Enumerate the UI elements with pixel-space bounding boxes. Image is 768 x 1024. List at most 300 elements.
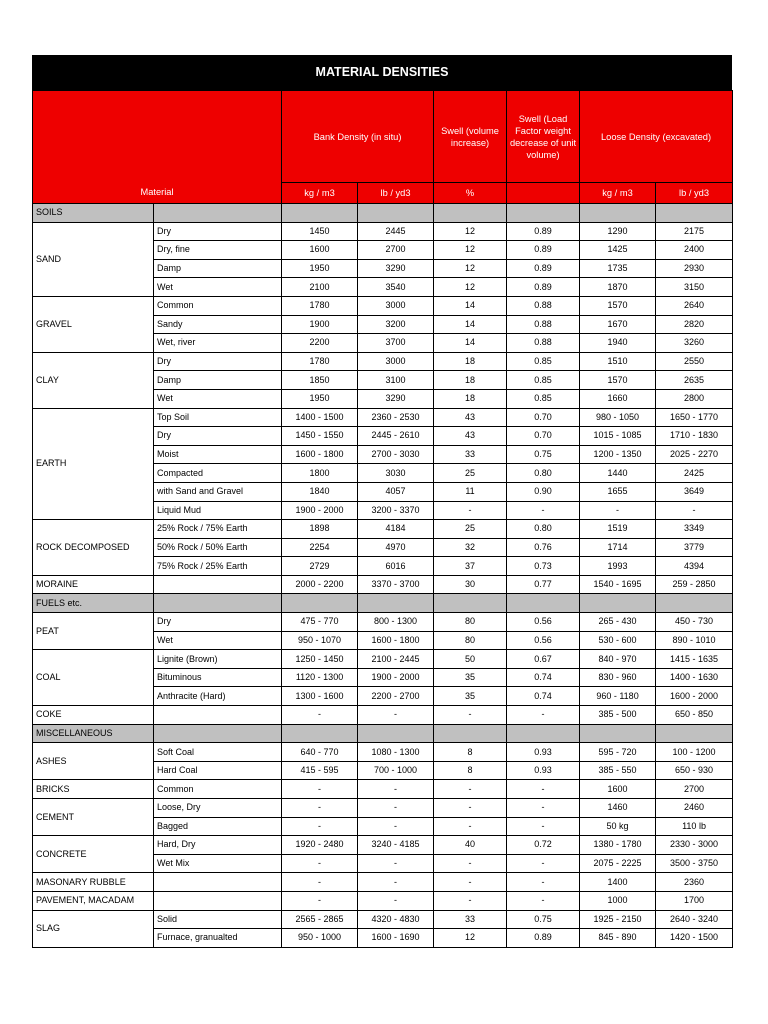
value-cell: -	[507, 854, 580, 873]
value-cell: 1710 - 1830	[656, 427, 733, 446]
value-cell: 1670	[580, 315, 656, 334]
value-cell: 1898	[282, 520, 358, 539]
section-filler-cell	[154, 724, 282, 743]
value-cell: 0.56	[507, 613, 580, 632]
value-cell: 12	[434, 259, 507, 278]
value-cell: -	[507, 706, 580, 725]
value-cell: 1920 - 2480	[282, 836, 358, 855]
value-cell: 4057	[358, 482, 434, 501]
value-cell: 650 - 850	[656, 706, 733, 725]
value-cell: 1510	[580, 352, 656, 371]
variety-cell: Hard, Dry	[154, 836, 282, 855]
value-cell: -	[358, 854, 434, 873]
value-cell: 1600 - 2000	[656, 687, 733, 706]
value-cell: 35	[434, 668, 507, 687]
value-cell: 595 - 720	[580, 743, 656, 762]
unit-loose-lb: lb / yd3	[656, 183, 733, 204]
material-name-cell: CLAY	[33, 352, 154, 408]
value-cell: 50	[434, 650, 507, 669]
header-loose-density: Loose Density (excavated)	[580, 91, 733, 183]
section-filler-cell	[282, 594, 358, 613]
value-cell: 1400 - 1500	[282, 408, 358, 427]
value-cell: 890 - 1010	[656, 631, 733, 650]
value-cell: 2445	[358, 222, 434, 241]
value-cell: -	[434, 817, 507, 836]
section-filler-cell	[656, 204, 733, 223]
section-row	[33, 724, 733, 743]
value-cell: 2100 - 2445	[358, 650, 434, 669]
value-cell: 30	[434, 575, 507, 594]
variety-cell: Soft Coal	[154, 743, 282, 762]
value-cell: 1900	[282, 315, 358, 334]
variety-cell: Damp	[154, 371, 282, 390]
value-cell: 2445 - 2610	[358, 427, 434, 446]
variety-cell: Common	[154, 780, 282, 799]
value-cell: 2100	[282, 278, 358, 297]
value-cell: 12	[434, 278, 507, 297]
value-cell: 2700 - 3030	[358, 445, 434, 464]
value-cell: -	[507, 780, 580, 799]
table-row	[33, 408, 733, 427]
variety-cell: Common	[154, 296, 282, 315]
value-cell: 1655	[580, 482, 656, 501]
value-cell: 840 - 970	[580, 650, 656, 669]
value-cell: 3290	[358, 389, 434, 408]
section-filler-cell	[358, 724, 434, 743]
header-material: Material	[33, 91, 282, 204]
material-name-cell: ROCK DECOMPOSED	[33, 520, 154, 576]
value-cell: 80	[434, 613, 507, 632]
value-cell: 1540 - 1695	[580, 575, 656, 594]
variety-cell: Solid	[154, 910, 282, 929]
table-row	[33, 910, 733, 929]
value-cell: 33	[434, 445, 507, 464]
value-cell: 0.70	[507, 408, 580, 427]
section-filler-cell	[282, 204, 358, 223]
value-cell: 1780	[282, 352, 358, 371]
value-cell: 110 lb	[656, 817, 733, 836]
value-cell: -	[358, 799, 434, 818]
value-cell: 0.85	[507, 371, 580, 390]
value-cell: 1650 - 1770	[656, 408, 733, 427]
section-row	[33, 204, 733, 223]
value-cell: 3349	[656, 520, 733, 539]
value-cell: 1600	[282, 241, 358, 260]
value-cell: 2635	[656, 371, 733, 390]
section-filler-cell	[358, 594, 434, 613]
value-cell: 3240 - 4185	[358, 836, 434, 855]
value-cell: 25	[434, 520, 507, 539]
value-cell: 650 - 930	[656, 761, 733, 780]
value-cell: 14	[434, 334, 507, 353]
variety-cell: Compacted	[154, 464, 282, 483]
value-cell: 3260	[656, 334, 733, 353]
table-row	[33, 650, 733, 669]
value-cell: 11	[434, 482, 507, 501]
value-cell: -	[507, 873, 580, 892]
header-swell-volume: Swell (volume increase)	[434, 91, 507, 183]
value-cell: 2565 - 2865	[282, 910, 358, 929]
material-name-cell: BRICKS	[33, 780, 154, 799]
unit-loose-kg: kg / m3	[580, 183, 656, 204]
value-cell: 3700	[358, 334, 434, 353]
value-cell: 4394	[656, 557, 733, 576]
section-filler-cell	[580, 724, 656, 743]
value-cell: 385 - 500	[580, 706, 656, 725]
unit-swell-pct: %	[434, 183, 507, 204]
value-cell: -	[358, 706, 434, 725]
value-cell: 475 - 770	[282, 613, 358, 632]
material-name-cell: SLAG	[33, 910, 154, 947]
value-cell: 2700	[656, 780, 733, 799]
value-cell: 8	[434, 743, 507, 762]
value-cell: 1250 - 1450	[282, 650, 358, 669]
value-cell: 0.76	[507, 538, 580, 557]
value-cell: 18	[434, 352, 507, 371]
value-cell: 0.74	[507, 668, 580, 687]
variety-cell: Dry	[154, 352, 282, 371]
variety-cell: Lignite (Brown)	[154, 650, 282, 669]
value-cell: 1000	[580, 891, 656, 910]
value-cell: 2729	[282, 557, 358, 576]
value-cell: 960 - 1180	[580, 687, 656, 706]
value-cell: 1900 - 2000	[358, 668, 434, 687]
value-cell: -	[507, 817, 580, 836]
table-row	[33, 222, 733, 241]
header-swell-load: Swell (Load Factor weight decrease of unit volume)	[507, 91, 580, 183]
value-cell: -	[358, 873, 434, 892]
value-cell: 2930	[656, 259, 733, 278]
value-cell: 1993	[580, 557, 656, 576]
value-cell: 0.89	[507, 929, 580, 948]
value-cell: 2360	[656, 873, 733, 892]
section-filler-cell	[580, 594, 656, 613]
value-cell: 845 - 890	[580, 929, 656, 948]
value-cell: 2075 - 2225	[580, 854, 656, 873]
value-cell: 950 - 1070	[282, 631, 358, 650]
value-cell: 0.89	[507, 241, 580, 260]
value-cell: 1570	[580, 296, 656, 315]
variety-cell: 75% Rock / 25% Earth	[154, 557, 282, 576]
section-filler-cell	[282, 724, 358, 743]
value-cell: 1735	[580, 259, 656, 278]
value-cell: 1380 - 1780	[580, 836, 656, 855]
value-cell: 3500 - 3750	[656, 854, 733, 873]
value-cell: 1015 - 1085	[580, 427, 656, 446]
value-cell: -	[434, 873, 507, 892]
value-cell: 8	[434, 761, 507, 780]
value-cell: 3100	[358, 371, 434, 390]
variety-cell: Bituminous	[154, 668, 282, 687]
density-sheet	[32, 55, 732, 948]
variety-cell: Loose, Dry	[154, 799, 282, 818]
value-cell: 1780	[282, 296, 358, 315]
value-cell: 1460	[580, 799, 656, 818]
value-cell: -	[434, 501, 507, 520]
table-row	[33, 706, 733, 725]
value-cell: -	[434, 891, 507, 910]
variety-cell	[154, 873, 282, 892]
value-cell: 1925 - 2150	[580, 910, 656, 929]
value-cell: 1600	[580, 780, 656, 799]
value-cell: 950 - 1000	[282, 929, 358, 948]
value-cell: 0.93	[507, 743, 580, 762]
value-cell: 1900 - 2000	[282, 501, 358, 520]
value-cell: 0.89	[507, 259, 580, 278]
value-cell: -	[282, 891, 358, 910]
value-cell: 12	[434, 241, 507, 260]
value-cell: 3290	[358, 259, 434, 278]
value-cell: 640 - 770	[282, 743, 358, 762]
section-filler-cell	[507, 204, 580, 223]
value-cell: 3030	[358, 464, 434, 483]
value-cell: 40	[434, 836, 507, 855]
value-cell: 0.89	[507, 222, 580, 241]
value-cell: 1120 - 1300	[282, 668, 358, 687]
value-cell: 1300 - 1600	[282, 687, 358, 706]
section-label: SOILS	[33, 204, 154, 223]
value-cell: 1425	[580, 241, 656, 260]
value-cell: 0.80	[507, 464, 580, 483]
variety-cell: Dry	[154, 613, 282, 632]
value-cell: 1415 - 1635	[656, 650, 733, 669]
value-cell: 32	[434, 538, 507, 557]
material-name-cell: GRAVEL	[33, 296, 154, 352]
value-cell: 3540	[358, 278, 434, 297]
value-cell: 2820	[656, 315, 733, 334]
density-table	[32, 90, 733, 948]
material-name-cell: CONCRETE	[33, 836, 154, 873]
section-filler-cell	[434, 204, 507, 223]
value-cell: 3649	[656, 482, 733, 501]
value-cell: 14	[434, 296, 507, 315]
table-row	[33, 575, 733, 594]
section-filler-cell	[656, 724, 733, 743]
variety-cell: Top Soil	[154, 408, 282, 427]
section-filler-cell	[580, 204, 656, 223]
value-cell: 2640 - 3240	[656, 910, 733, 929]
value-cell: 1080 - 1300	[358, 743, 434, 762]
value-cell: 1660	[580, 389, 656, 408]
value-cell: 1950	[282, 389, 358, 408]
value-cell: 12	[434, 222, 507, 241]
value-cell: 800 - 1300	[358, 613, 434, 632]
value-cell: 1800	[282, 464, 358, 483]
section-filler-cell	[656, 594, 733, 613]
value-cell: 1450	[282, 222, 358, 241]
section-filler-cell	[434, 724, 507, 743]
section-filler-cell	[507, 724, 580, 743]
value-cell: 0.85	[507, 352, 580, 371]
value-cell: 6016	[358, 557, 434, 576]
variety-cell	[154, 706, 282, 725]
variety-cell: Wet Mix	[154, 854, 282, 873]
variety-cell: Wet	[154, 389, 282, 408]
value-cell: 35	[434, 687, 507, 706]
value-cell: 3200	[358, 315, 434, 334]
value-cell: 1950	[282, 259, 358, 278]
value-cell: -	[282, 706, 358, 725]
value-cell: 1400	[580, 873, 656, 892]
header-row	[33, 91, 733, 183]
value-cell: 3000	[358, 352, 434, 371]
value-cell: 2000 - 2200	[282, 575, 358, 594]
value-cell: 2175	[656, 222, 733, 241]
section-filler-cell	[358, 204, 434, 223]
material-name-cell: PEAT	[33, 613, 154, 650]
material-name-cell: ASHES	[33, 743, 154, 780]
value-cell: 0.88	[507, 315, 580, 334]
section-filler-cell	[154, 204, 282, 223]
value-cell: 700 - 1000	[358, 761, 434, 780]
value-cell: 2200 - 2700	[358, 687, 434, 706]
table-row	[33, 799, 733, 818]
value-cell: 1290	[580, 222, 656, 241]
table-row	[33, 743, 733, 762]
value-cell: 259 - 2850	[656, 575, 733, 594]
value-cell: 1519	[580, 520, 656, 539]
value-cell: 2330 - 3000	[656, 836, 733, 855]
value-cell: 0.56	[507, 631, 580, 650]
value-cell: 1440	[580, 464, 656, 483]
value-cell: 0.90	[507, 482, 580, 501]
value-cell: 1600 - 1800	[358, 631, 434, 650]
variety-cell: Liquid Mud	[154, 501, 282, 520]
value-cell: -	[358, 891, 434, 910]
variety-cell: Sandy	[154, 315, 282, 334]
material-name-cell: PAVEMENT, MACADAM	[33, 891, 154, 910]
value-cell: 0.72	[507, 836, 580, 855]
table-body	[33, 91, 733, 948]
value-cell: 2550	[656, 352, 733, 371]
material-name-cell: MORAINE	[33, 575, 154, 594]
value-cell: 0.75	[507, 910, 580, 929]
value-cell: 14	[434, 315, 507, 334]
value-cell: 830 - 960	[580, 668, 656, 687]
material-name-cell: COAL	[33, 650, 154, 706]
value-cell: -	[282, 854, 358, 873]
value-cell: -	[282, 873, 358, 892]
value-cell: 0.88	[507, 296, 580, 315]
variety-cell: with Sand and Gravel	[154, 482, 282, 501]
value-cell: 2200	[282, 334, 358, 353]
value-cell: -	[434, 854, 507, 873]
table-row	[33, 873, 733, 892]
material-name-cell: COKE	[33, 706, 154, 725]
header-bank-density: Bank Density (in situ)	[282, 91, 434, 183]
table-row	[33, 296, 733, 315]
value-cell: -	[434, 780, 507, 799]
unit-swell-load	[507, 183, 580, 204]
value-cell: 0.75	[507, 445, 580, 464]
value-cell: 2640	[656, 296, 733, 315]
value-cell: 2460	[656, 799, 733, 818]
material-name-cell: MASONARY RUBBLE	[33, 873, 154, 892]
value-cell: 1840	[282, 482, 358, 501]
value-cell: 1600 - 1690	[358, 929, 434, 948]
variety-cell	[154, 575, 282, 594]
value-cell: 1850	[282, 371, 358, 390]
value-cell: 43	[434, 408, 507, 427]
value-cell: 0.73	[507, 557, 580, 576]
value-cell: 1940	[580, 334, 656, 353]
section-filler-cell	[507, 594, 580, 613]
value-cell: 1714	[580, 538, 656, 557]
value-cell: 43	[434, 427, 507, 446]
value-cell: 530 - 600	[580, 631, 656, 650]
value-cell: -	[434, 706, 507, 725]
unit-bank-lb: lb / yd3	[358, 183, 434, 204]
value-cell: 1420 - 1500	[656, 929, 733, 948]
value-cell: 33	[434, 910, 507, 929]
value-cell: 1870	[580, 278, 656, 297]
value-cell: 2800	[656, 389, 733, 408]
section-label: MISCELLANEOUS	[33, 724, 154, 743]
material-name-cell: CEMENT	[33, 799, 154, 836]
value-cell: 25	[434, 464, 507, 483]
table-row	[33, 780, 733, 799]
value-cell: 0.93	[507, 761, 580, 780]
value-cell: -	[434, 799, 507, 818]
value-cell: 3150	[656, 278, 733, 297]
variety-cell: Dry, fine	[154, 241, 282, 260]
unit-bank-kg: kg / m3	[282, 183, 358, 204]
table-row	[33, 613, 733, 632]
table-row	[33, 836, 733, 855]
value-cell: -	[358, 780, 434, 799]
variety-cell: Hard Coal	[154, 761, 282, 780]
variety-cell: Wet	[154, 278, 282, 297]
table-row	[33, 520, 733, 539]
value-cell: 4184	[358, 520, 434, 539]
value-cell: 1700	[656, 891, 733, 910]
value-cell: 2400	[656, 241, 733, 260]
value-cell: 450 - 730	[656, 613, 733, 632]
variety-cell: 25% Rock / 75% Earth	[154, 520, 282, 539]
value-cell: -	[507, 501, 580, 520]
value-cell: 2025 - 2270	[656, 445, 733, 464]
value-cell: 385 - 550	[580, 761, 656, 780]
section-label: FUELS etc.	[33, 594, 154, 613]
variety-cell: Bagged	[154, 817, 282, 836]
value-cell: 3200 - 3370	[358, 501, 434, 520]
variety-cell: Dry	[154, 222, 282, 241]
variety-cell: Moist	[154, 445, 282, 464]
table-row	[33, 891, 733, 910]
value-cell: 1200 - 1350	[580, 445, 656, 464]
value-cell: 4970	[358, 538, 434, 557]
variety-cell: Damp	[154, 259, 282, 278]
value-cell: 0.74	[507, 687, 580, 706]
value-cell: -	[358, 817, 434, 836]
value-cell: -	[507, 891, 580, 910]
value-cell: 37	[434, 557, 507, 576]
variety-cell: Dry	[154, 427, 282, 446]
value-cell: 0.67	[507, 650, 580, 669]
value-cell: 100 - 1200	[656, 743, 733, 762]
value-cell: 4320 - 4830	[358, 910, 434, 929]
value-cell: 18	[434, 371, 507, 390]
value-cell: 3000	[358, 296, 434, 315]
value-cell: -	[507, 799, 580, 818]
value-cell: -	[282, 780, 358, 799]
value-cell: 50 kg	[580, 817, 656, 836]
value-cell: -	[580, 501, 656, 520]
section-row	[33, 594, 733, 613]
variety-cell: 50% Rock / 50% Earth	[154, 538, 282, 557]
value-cell: 3779	[656, 538, 733, 557]
value-cell: 1600 - 1800	[282, 445, 358, 464]
